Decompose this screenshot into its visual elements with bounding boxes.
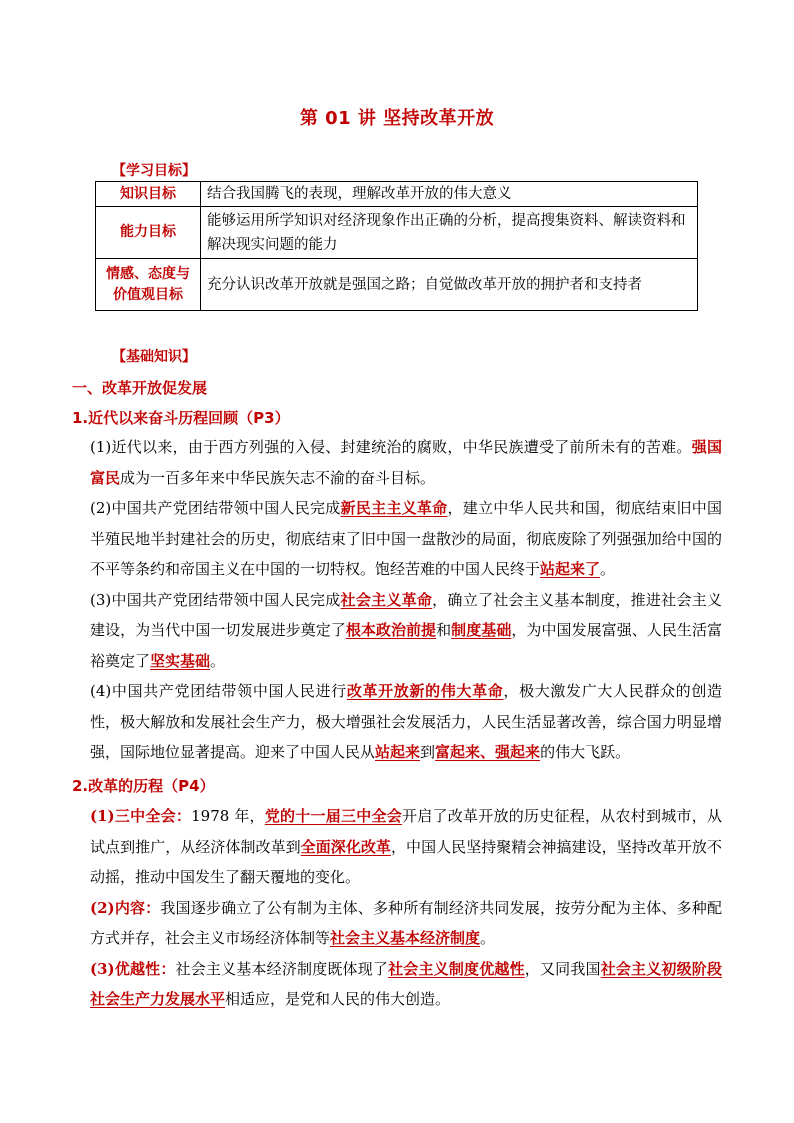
section-heading: 一、改革开放促发展 (72, 379, 208, 397)
goal-desc-ability: 能够运用所学知识对经济现象作出正确的分析，提高搜集资料、解读资料和解决现实问题的能力 (201, 207, 698, 259)
paragraph-3: (3)中国共产党团结带领中国人民完成社会主义革命，确立了社会主义基本制度，推进社会主义建设，为当代中国一切发展进步奠定了根本政治前提和制度基础，为中国发展富强、人民生活富裕奠定了坚实基础。 (90, 590, 722, 670)
table-row (96, 207, 698, 259)
paragraph-4: (4)中国共产党团结带领中国人民进行改革开放新的伟大革命，极大激发广大人民群众的创造性，极大解放和发展社会生产力，极大增强社会发展活力，人民生活显著改善，综合国力明显增强，国际地位显著提高。迎来了中国人民从站起来到富起来、强起来的伟大飞跃。 (90, 682, 722, 761)
table-row (96, 182, 698, 207)
content-block-2 (72, 801, 722, 1015)
paragraph-7: (3)优越性：社会主义基本经济制度既体现了社会主义制度优越性，又同我国社会主义初级阶段社会生产力发展水平相适应，是党和人民的伟大创造。 (90, 959, 722, 1008)
paragraph-1: (1)近代以来，由于西方列强的入侵、封建统治的腐败，中华民族遭受了前所未有的苦难。强国富民成为一百多年来中华民族矢志不渝的奋斗目标。 (90, 438, 722, 487)
paragraph-2: (2)中国共产党团结带领中国人民完成新民主主义革命，建立中华人民共和国，彻底结束旧中国半殖民地半封建社会的历史，彻底结束了旧中国一盘散沙的局面，彻底废除了列强强加给中国的不平等条约和帝国主义在中国的一切特权。饱经苦难的中国人民终于站起来了。 (90, 499, 722, 578)
goal-head-knowledge: 知识目标 (96, 182, 201, 207)
table-row (96, 259, 698, 311)
goal-desc-knowledge: 结合我国腾飞的表现，理解改革开放的伟大意义 (201, 182, 698, 207)
paragraph-6: (2)内容：我国逐步确立了公有制为主体、多种所有制经济共同发展，按劳分配为主体、多种配方式并存，社会主义市场经济体制等社会主义基本经济制度。 (90, 898, 722, 947)
goal-head-ability: 能力目标 (96, 207, 201, 259)
subsection-heading-1: 1.近代以来奋斗历程回顾（P3） (72, 409, 290, 427)
goal-head-emotion-line1: 情感、态度与 (106, 265, 190, 282)
goal-head-emotion-line2: 价值观目标 (113, 286, 183, 303)
subsection-heading-2: 2.改革的历程（P4） (72, 777, 215, 795)
basic-knowledge-label: 【基础知识】 (112, 349, 196, 365)
goal-desc-emotion: 充分认识改革开放就是强国之路；自觉做改革开放的拥护者和支持者 (201, 259, 698, 311)
learning-goals-table (95, 181, 698, 311)
learning-goals-label: 【学习目标】 (112, 163, 196, 179)
goal-head-emotion (96, 259, 201, 311)
paragraph-5: (1)三中全会：1978 年，党的十一届三中全会开启了改革开放的历史征程，从农村到城市，从试点到推广，从经济体制改革到全面深化改革，中国人民坚持聚精会神搞建设，坚持改革开放不动摇，推动中国发生了翻天覆地的变化。 (90, 807, 722, 886)
page-title: 第 01 讲 坚持改革开放 (299, 108, 495, 129)
content-block-1 (72, 432, 722, 768)
